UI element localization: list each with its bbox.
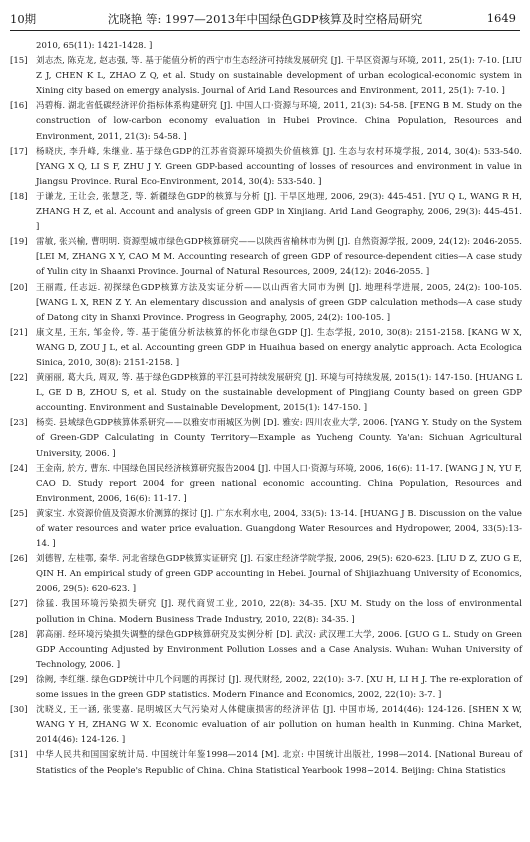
reference-item	[10, 235, 522, 280]
reference-item	[10, 371, 522, 416]
reference-item	[10, 462, 522, 507]
reference-number: [29]	[10, 674, 28, 685]
reference-text: 冯碧梅. 湖北省低碳经济评价指标体系构建研究 [J]. 中国人口·资源与环境, 2011, 21(3): 54-58. [FENG B M. Study on the construction of low-carbon economy evaluation in Hubei Province. China Population, Resources and Environment, 2011, 21(3): 54-58. ]	[36, 101, 522, 142]
reference-number: [20]	[10, 282, 28, 293]
reference-text: 徐阙, 李红继. 绿色GDP统计中几个问题的再探讨 [J]. 现代财经, 2002, 22(10): 3-7. [XU H, LI H J. The re-exploration of some issues in the green GDP statistics. Modern Finance and Economics, 2002, 22(10): 3-7. ]	[36, 674, 522, 701]
reference-continuation: 2010, 65(11): 1421-1428. ]	[36, 41, 153, 51]
reference-text: 杨奕. 县域绿色GDP核算体系研究——以雅安市雨城区为例 [D]. 雅安: 四川农业大学, 2006. [YANG Y. Study on the System of Green-GDP Calculating in County Territory—Example as Yucheng County. Ya'an: Sichuan Agricultural University, 2006. ]	[36, 418, 522, 459]
reference-number: [17]	[10, 146, 28, 157]
issue-number: 10期	[10, 12, 37, 26]
reference-number: [28]	[10, 629, 28, 640]
reference-number: [23]	[10, 418, 28, 429]
reference-text: 徐猛. 我国环境污染损失研究 [J]. 现代商贸工业, 2010, 22(8): 34-35. [XU M. Study on the loss of environmental pollution in China. Modern Business Trade Industry, 2010, 22(8): 34-35. ]	[36, 599, 522, 625]
page-number: 1649	[486, 11, 516, 25]
reference-number: [26]	[10, 554, 28, 565]
reference-item	[10, 628, 522, 673]
reference-number: [27]	[10, 599, 28, 610]
reference-item	[10, 281, 522, 326]
reference-number: [21]	[10, 327, 28, 338]
reference-item	[10, 326, 522, 371]
reference-number: [25]	[10, 508, 28, 519]
reference-number: [24]	[10, 463, 28, 474]
reference-text: 于谦龙, 王让会, 张慧芝, 等. 新疆绿色GDP的核算与分析 [J]. 干旱区地理, 2006, 29(3): 445-451. [YU Q L, WANG R H, ZHANG H Z, et al. Account and analysis of green GDP in Xinjiang. Arid Land Geography, 2006, 29(3): 445-451. ]	[36, 191, 522, 233]
reference-item	[10, 190, 522, 235]
reference-text: 沈晓义, 王一涵, 张雯嘉. 昆明城区大气污染对人体健康损害的经济评估 [J]. 中国市场, 2014(46): 124-126. [SHEN X W, WANG Y H, ZHANG W X. Economic evaluation of air pollution on human health in Kunming. China Market, 2014(46): 124-126. ]	[36, 705, 522, 746]
reference-text: 刘志杰, 陈克龙, 赵志强, 等. 基于能值分析的西宁市生态经济可持续发展研究 [J]. 干旱区资源与环境, 2011, 25(1): 7-10. [LIU Z J, CHEN K L, ZHAO Z Q, et al. Study on sustainable development of urban ecological-economic system in Xining city based on emergy analysis. Journal of Arid Land Resources and Environment, 2011, 25(1): 7-10. ]	[36, 56, 522, 97]
reference-number: [31]	[10, 750, 28, 761]
reference-item	[10, 54, 522, 99]
reference-text: 王丽霞, 任志远. 初探绿色GDP核算方法及实证分析——以山西省大同市为例 [J]. 地理科学进展, 2005, 24(2): 100-105. [WANG L X, REN Z Y. An elementary discussion and analysis of green GDP calculation methods—A case study of Datong city in Shanxi Province. Progress in Geography, 2005, 24(2): 100-105. ]	[36, 282, 522, 323]
reference-text: 刘德智, 左桂鄂, 秦华. 河北省绿色GDP核算实证研究 [J]. 石家庄经济学院学报, 2006, 29(5): 620-623. [LIU D Z, ZUO G E, QIN H. An empirical study of green GDP accounting in Hebei. Journal of Shijiazhuang University of Economics, 2006, 29(5): 620-623. ]	[36, 554, 522, 595]
reference-item	[10, 748, 522, 778]
reference-number: [18]	[10, 191, 28, 202]
reference-text: 杨晓庆, 李升峰, 朱继业. 基于绿色GDP的江苏省资源环境损失价值核算 [J]. 生态与农村环境学报, 2014, 30(4): 533-540. [YANG X Q, LI S F, ZHU J Y. Green GDP-based accounting of losses of resources and environment in value in Jiangsu Province. Rural Eco-Environment, 2014, 30(4): 533-540. ]	[36, 146, 522, 187]
reference-number: [15]	[10, 56, 28, 67]
reference-list	[10, 39, 522, 779]
page-header	[10, 8, 520, 31]
reference-text: 雷敏, 张兴榆, 曹明明. 资源型城市绿色GDP核算研究——以陕西省榆林市为例 [J]. 自然资源学报, 2009, 24(12): 2046-2055. [LEI M, ZHANG X Y, CAO M M. Accounting research of green GDP of resource-dependent cities—A case study of Yulin city in Shaanxi Province. Journal of Natural Resources, 2009, 24(12): 2046-2055. ]	[36, 237, 522, 278]
reference-item	[10, 703, 522, 748]
reference-number: [16]	[10, 101, 28, 112]
reference-text: 王金南, 於方, 曹东. 中国绿色国民经济核算研究报告2004 [J]. 中国人口·资源与环境, 2006, 16(6): 11-17. [WANG J N, YU F, CAO D. Study report 2004 for green national economic accounting. China Population, Resources and Environment, 2006, 16(6): 11-17. ]	[36, 463, 522, 504]
running-title: 沈晓艳 等: 1997—2013年中国绿色GDP核算及时空格局研究	[107, 12, 423, 26]
reference-number: [22]	[10, 373, 28, 384]
reference-text: 黄丽丽, 葛大兵, 周双, 等. 基于绿色GDP核算的平江县可持续发展研究 [J]. 环境与可持续发展, 2015(1): 147-150. [HUANG L L, GE D B, ZHOU S, et al. Study on the sustainable development of Pingjiang County based on green GDP accounting. Environment and Sustainable Development, 2015(1): 147-150. ]	[36, 373, 522, 414]
reference-item	[10, 507, 522, 552]
reference-item	[10, 673, 522, 703]
reference-text: 中华人民共和国国家统计局. 中国统计年鉴1998—2014 [M]. 北京: 中国统计出版社, 1998—2014. [National Bureau of Statistics of the People's Republic of China. China Statistical Yearbook 1998~2014. Beijing: China Statistics	[36, 750, 522, 776]
reference-text: 黄家宝. 水资源价值及资源水价测算的探讨 [J]. 广东水利水电, 2004, 33(5): 13-14. [HUANG J B. Discussion on the value of water resources and water price evaluation. Guangdong Water Resources and Hydropower, 2004, 33(5):13-14. ]	[36, 508, 522, 550]
reference-number: [19]	[10, 237, 28, 248]
reference-item	[10, 145, 522, 190]
reference-text: 郭高丽. 经环境污染损失调整的绿色GDP核算研究及实例分析 [D]. 武汉: 武汉理工大学, 2006. [GUO G L. Study on Green GDP Accounting Adjusted by Environment Pollution Losses and a Case Analysis. Wuhan: Wuhan University of Technology, 2006. ]	[36, 629, 522, 670]
reference-text: 康文星, 王东, 邹金伶, 等. 基于能值分析法核算的怀化市绿色GDP [J]. 生态学报, 2010, 30(8): 2151-2158. [KANG W X, WANG D, ZOU J L, et al. Accounting green GDP in Huaihua based on energy analytic approach. Acta Ecologica Sinica, 2010, 30(8): 2151-2158. ]	[36, 327, 522, 368]
reference-item	[10, 552, 522, 597]
reference-item	[10, 416, 522, 461]
reference-item	[10, 597, 522, 627]
reference-number: [30]	[10, 705, 28, 716]
reference-item	[10, 99, 522, 144]
